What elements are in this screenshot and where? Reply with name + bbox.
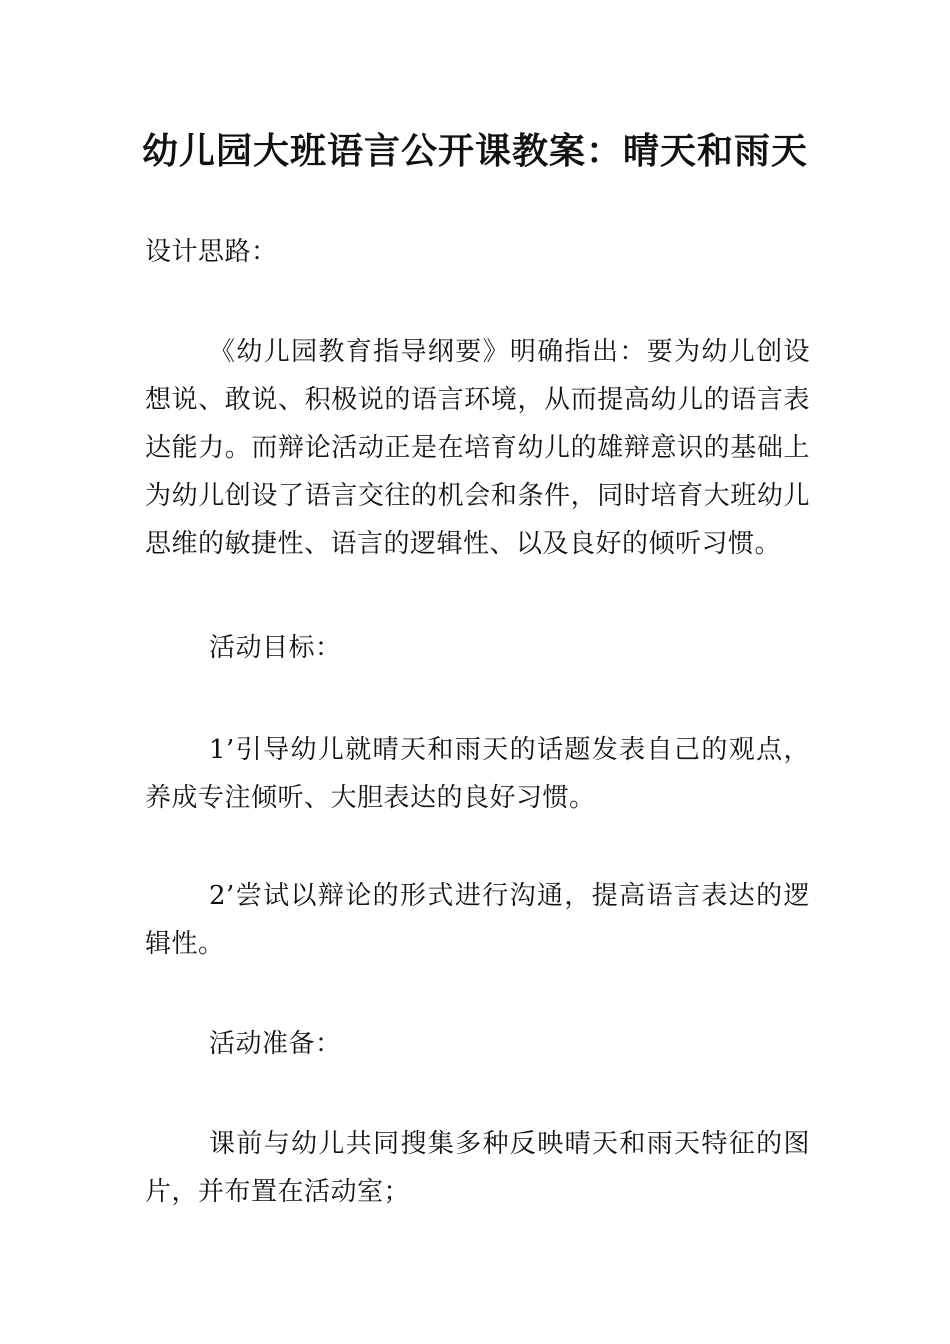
- preparation-heading: 活动准备：: [209, 1029, 342, 1059]
- goal-item-1: 1’引导幼儿就晴天和雨天的话题发表自己的观点，养成专注倾听、大胆表达的良好习惯。: [145, 735, 810, 813]
- goals-heading: 活动目标：: [209, 633, 342, 663]
- goal-item-2: 2’尝试以辩论的形式进行沟通，提高语言表达的逻辑性。: [145, 881, 810, 959]
- document-title: 幼儿园大班语言公开课教案：晴天和雨天: [141, 131, 808, 172]
- preparation-item-1: 课前与幼儿共同搜集多种反映晴天和雨天特征的图片，并布置在活动室；: [145, 1129, 810, 1207]
- design-heading: 设计思路：: [145, 237, 278, 267]
- intro-paragraph: 《幼儿园教育指导纲要》明确指出：要为幼儿创设想说、敢说、积极说的语言环境，从而提高幼儿的语言表达能力。而辩论活动正是在培育幼儿的雄辩意识的基础上为幼儿创设了语言交往的机会和条件，同时培育大班幼儿思维的敏捷性、语言的逻辑性、以及良好的倾听习惯。: [145, 337, 810, 559]
